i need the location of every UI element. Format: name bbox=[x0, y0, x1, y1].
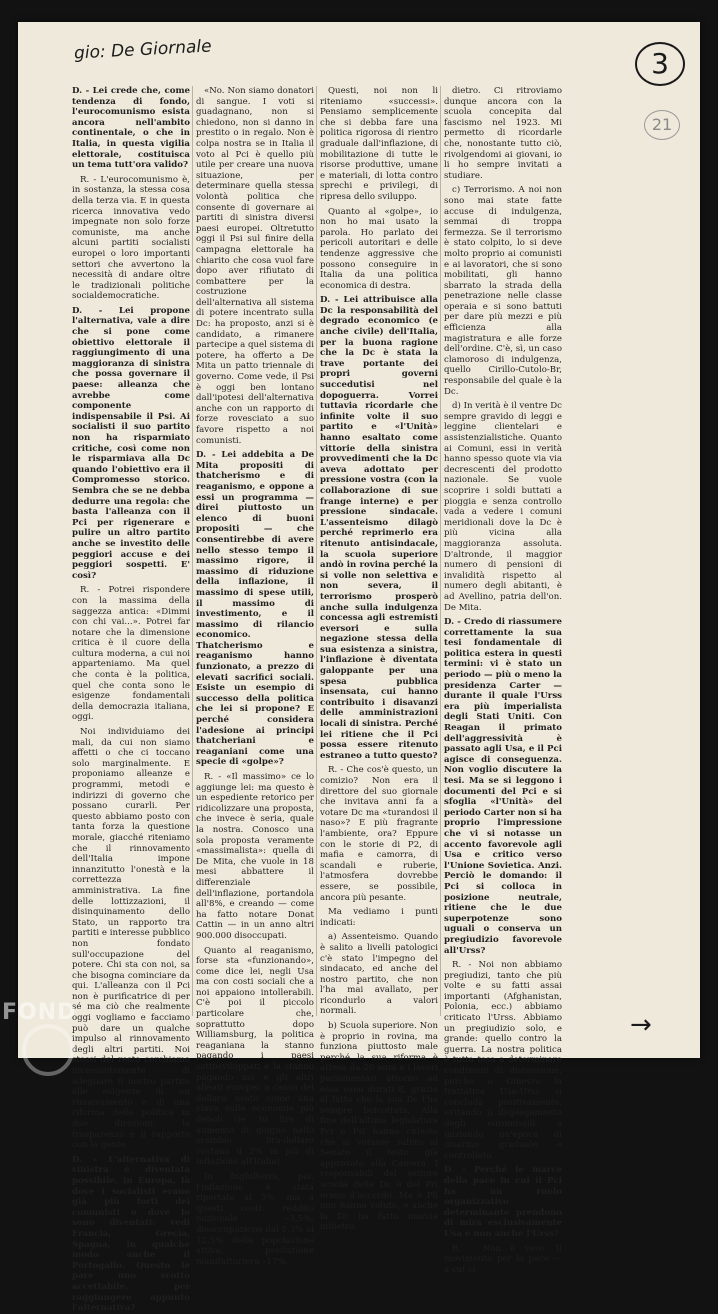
interview-answer: dietro. Ci ritroviamo dunque ancora con la scuola concepita dal fascismo nel 1923. Mi permetto di ricordarle che, nonostante tutto ciò, rivolgendomi ai giovani, io li ho sempre invitati a studiare. bbox=[444, 86, 562, 181]
interview-question: D. - Perché le marce della pace in cui il Pci ha un ruolo organizzativo determinante prendono di mira esclusivamente Usa e non anche l'Urss? bbox=[444, 1165, 562, 1239]
interview-answer: R. - Non è vero. Il movimento per la pace — a cui ci bbox=[444, 1243, 562, 1275]
interview-answer: Noi individuiamo dei mali, da cui non siamo affetti o che ci toccano solo marginalmente. E proponiamo alleanze e programmi, metodi e indirizzi di governo che possano curarli. Per questo abbiamo posto con tanta forza la questione morale, giacché riteniamo che il rinnovamento dell'Italia impone innanzitutto l'onestà e la correttezza amministrativa. La fine delle lottizzazioni, il disinquinamento dello Stato, un rapporto tra partiti e interesse pubblico non fondato sull'occupazione del potere. Chi sta con noi, sa che bisogna cominciare da qui. L'alleanza con il Pci non è purificatrice di per sé ma ciò che realmente oggi vogliamo e facciamo può dare un qualche impulso al rinnovamento degli altri partiti. Noi stessi del resto cerchiamo incessantemente di adeguare il nostro partito alle esigenze di un rinnovamento e di una riforma della politica in due direzioni: la trasparenza e il rapporto con la gente. bbox=[72, 727, 190, 1151]
interview-answer: Ma vediamo i punti indicati: bbox=[320, 907, 438, 928]
archive-watermark bbox=[2, 1000, 76, 1025]
column-separator bbox=[440, 86, 441, 1016]
interview-answer: Quanto al «golpe», io non ho mai usato la parola. Ho parlato dei pericoli autoritari e delle tendenze aggressive che possono conseguire in Italia da una politica economica di destra. bbox=[320, 206, 438, 291]
interview-answer: R. - Noi non abbiamo pregiudizi, tanto che più volte e su fatti assai importanti (Afghanistan, Polonia, ecc.) abbiamo criticato l'Urss. Abbiamo un pregiudizio solo, e grande: quello contro la guerra. La nostra politica è tutta tesa a determinare condizioni di distensione, perché a Ginevra la trattativa Usa-Urss si concluda positivamente, evitando il dispiegamento degli euromissili e iniziando un'epoca di disarmo graduale e controllato. bbox=[444, 960, 562, 1161]
interview-answer: a) Assenteismo. Quando è salito a livelli patologici c'è stato l'impegno del sindacato, ed anche del nostro partito, che non l'ha mai avallato, per ricondurlo a valori normali. bbox=[320, 932, 438, 1017]
archive-page-number: 21 bbox=[644, 110, 680, 140]
interview-answer: R. - Potrei rispondere con la massima della saggezza antica: «Dimmi con chi vai...». Potrei far notare che la dimensione critica è il cuore della cultura moderna, a cui noi apparteniamo. Ma quel che conta è la politica, quel che conta sono le esigenze fondamentali della democrazia italiana, oggi. bbox=[72, 585, 190, 723]
interview-answer: c) Terrorismo. A noi non sono mai state fatte accuse di indulgenza, semmai di troppa fermezza. Se il terrorismo è stato colpito, lo si deve molto proprio ai comunisti e ai lavoratori, che si sono mobilitati, gli hanno sbarrato la strada della penetrazione nelle classe operaia e si sono battuti per dare più mezzi e più efficienza alla magistratura e alle forze dell'ordine. C'è, sì, un caso clamoroso di indulgenza, quello Cirillo-Cutolo-Br, responsabile del quale è la Dc. bbox=[444, 185, 562, 397]
interview-answer: Questi, noi non li riteniamo «successi». Pensiamo semplicemente che si debba fare una politica rigorosa di rientro graduale dall'inflazione, di mobilitazione di tutte le risorse produttive, umane e materiali, di lotta contro sprechi e privilegi, di ripresa dello sviluppo. bbox=[320, 86, 438, 202]
interview-answer: In Inghilterra, poi, l'inflazione è stata riportata al 5%, ma a questi costi: reddito nazionale –3,5%, disoccupazione dal 5,3% al 12,5% della popolazione attiva, produzione manifatturiera –17%. bbox=[196, 1171, 314, 1267]
interview-answer: «No. Non siamo donatori di sangue. I voti si guadagnano, non si chiedono, non si danno in prestito o in regalo. Non è colpa nostra se in Italia il voto al Pci è quello più utile per creare una nuova situazione, per determinare quella stessa volontà politica che consente di governare ai partiti di sinistra diversi paesi europei. Oltretutto oggi il Psi sul finire della campagna elettorale ha chiarito che cosa vuol fare dopo aver rifiutato di combattere per la costruzione dell'alternativa all sistema di potere incentrato sulla Dc: ha proposto, anzi si è candidato, a rimanere partecipe a quel sistema di potere, ha offerto a De Mita un patto triennale di governo. Come vede, il Psi è oggi ben lontano dall'ipotesi dell'alternativa anche con un rapporto di forze rovesciato a suo favore rispetto a noi comunisti. bbox=[196, 86, 314, 446]
interview-answer: b) Scuola superiore. Non è proprio in rovina, ma funziona piuttosto male perché la sua riforma è attesa da 20 anni e i lavori parlamentari attorno ad essa sono durati 8, grazie al fatto che la sua Dc l'ha sempre boicottata. Alla fine dell'ultima legislatura Pci e Psi hanno chiesto che si votasse subito al Senato il testo già approvato alla Camera. I responsabili del settore scuola della Dc e del Pri erano d'accordo. Ma è Pli non hanno voluto, e anche la Dc ha fatto marcia indietro. bbox=[320, 1021, 438, 1233]
handwritten-title: gio: De Giornale bbox=[73, 36, 213, 64]
interview-answer: R. - Che cos'è questo, un comizio? Non era il direttore del suo giornale che invitava anni fa a votare Dc ma «turandosi il naso»? E più fragrante l'ambiente, ora? Eppure con le storie di P2, di mafia e camorra, di scandali e ruberie, l'atmosfera dovrebbe essere, se possibile, ancora più pesante. bbox=[320, 765, 438, 903]
interview-question: D. - Lei crede che, come tendenza di fondo, l'eurocomunismo esista ancora nell'ambito continentale, o che in Italia, in questa vigilia elettorale, costituisca un tema tutt'ora valido? bbox=[72, 86, 190, 171]
interview-answer: R. - «Il massimo» ce lo aggiunge lei: ma questo è un espediente retorico per ridicolizzare una proposta, che invece è seria, quale la nostra. Conosco una sola proposta veramente «massimalista»: quella di De Mita, che vuole in 18 mesi abbattere il differenziale dell'inflazione, portandola all'8%, e creando — come ha fatto notare Donat Cattin — in un anno altri 900.000 disoccupati. bbox=[196, 772, 314, 941]
interview-question: D. - Credo di riassumere correttamente la sua tesi fondamentale di politica estera in questi termini: vi è stato un periodo — più o meno la presidenza Carter — durante il quale l'Urss era più imperialista degli Stati Uniti. Con Reagan il primato dell'aggressività è passato agli Usa, e il Pci agisce di conseguenza. Non voglio discutere la tesi. Ma se si leggono i documenti del Pci e si sfoglia «l'Unità» del periodo Carter non si ha proprio l'impressione che vi si notasse un accento favorevole agli Usa e critico verso l'Unione Sovietica. Anzi. Perciò le domando: il Pci si colloca in posizione neutrale, ritiene che le due superpotenze sono uguali o conserva un pregiudizio favorevole all'Urss? bbox=[444, 617, 562, 956]
page-number-circle: 3 bbox=[635, 42, 685, 86]
interview-question: D. - L'alternativa di sinistra è diventata possibile, in Europa, là dove i socialisti erano già più forti dei comunisti o dove lo sono diventati: vedi Francia, Grecia, Spagna, in qualche modo anche il Portogallo. Questo le pare uno scotto accettabile, per raggiungere appunto l'alternativa? bbox=[72, 1154, 190, 1314]
interview-answer: R. - L'eurocomunismo è, in sostanza, la stessa cosa della terza via. E in questa ricerca innovativa vedo impegnate non solo forze comuniste, ma anche alcuni partiti socialisti europei o loro importanti settori che avvertono la necessità di andare oltre le tradizionali politiche socialdemocratiche. bbox=[72, 174, 190, 302]
article-column-4 bbox=[444, 86, 562, 1275]
article-column-2 bbox=[196, 86, 314, 1267]
interview-question: D. - Lei attribuisce alla Dc la responsabilità del degrado economico (e anche civile) dell'Italia, per la buona ragione che la Dc è stata la trave portante dei propri governi succedutisi nel dopoguerra. Vorrei tuttavia ricordarle che infinite volte il suo partito e «l'Unità» hanno esaltato come vittorie della sinistra provvedimenti che la Dc aveva adottato per pressione vostra (con la collaborazione di sue frange interne) e per pressione sindacale. L'assenteismo dilagò perché reprimerlo era ritenuto antisindacale, la scuola superiore andò in rovina perché la si volle non selettiva e non severa, il terrorismo prosperò anche sulla indulgenza concessa agli estremisti eversori e sulla negazione stessa della sua esistenza a sinistra, l'inflazione è diventata galoppante per una spesa pubblica insensata, cui hanno contribuito i disavanzi delle amministrazioni locali di sinistra. Perché lei ritiene che il Pci possa essere ritenuto estraneo a tutto questo? bbox=[320, 295, 438, 761]
article-column-3 bbox=[320, 86, 438, 1233]
watermark-text: FOND bbox=[2, 1000, 77, 1025]
newspaper-clipping bbox=[18, 22, 700, 1314]
continuation-arrow-icon: → bbox=[630, 1010, 652, 1040]
watermark-logo-icon bbox=[22, 1024, 74, 1076]
interview-answer: d) In verità è il ventre Dc sempre gravido di leggi e leggine clientelari e assistenzialistiche. Quanto ai Comuni, essi in verità hanno spesso quote via via decrescenti del prodotto nazionale. Se vuole scoprire i soldi buttati a pioggia e senza controllo vada a vedere i comuni meridionali dove la Dc è più vicina alla maggioranza assoluta. D'altronde, il maggior numero di pensioni di invalidità rispetto al numero degli abitanti, è ad Avellino, patria dell'on. De Mita. bbox=[444, 401, 562, 613]
interview-question: D. - Lei addebita a De Mita propositi di thatcherismo e di reaganismo, e oppone a essi un programma — direi piuttosto un elenco di buoni propositi — che consentirebbe di avere nello stesso tempo il massimo rigore, il massimo di riduzione della inflazione, il massimo di spese utili, il massimo di investimento, e il massimo di rilancio economico. Thatcherismo e reaganismo hanno funzionato, a prezzo di elevati sacrifici sociali. Esiste un esempio di successo della politica che lei si propone? E perché considera l'adesione ai principi thatcheriani e reaganiani come una specie di «golpe»? bbox=[196, 450, 314, 768]
interview-question: D. - Lei propone l'alternativa, vale a dire che si pone come obiettivo elettorale il raggiungimento di una maggioranza di sinistra che possa governare il paese: alleanza che avrebbe come componente indispensabile il Psi. Ai socialisti il suo partito non ha risparmiato critiche, così come non le risparmiava alla Dc quando l'obiettivo era il Compromesso storico. Sembra che se ne debba dedurre una regola: che basta l'alleanza con il Pci per rigenerare e pulire un altro partito anche se investito delle peggiori accuse e dei peggiori sospetti. E' così? bbox=[72, 305, 190, 581]
column-separator bbox=[192, 86, 193, 1016]
article-column-1 bbox=[72, 86, 190, 1314]
column-separator bbox=[316, 86, 317, 1016]
interview-answer: Quanto al reaganismo, forse sta «funzionando», come dice lei, negli Usa ma con costi sociali che a noi appaiono intollerabili. C'è poi il piccolo particolare che, soprattutto dopo Williamsburg, la politica reaganiana la stanno pagando i paesi sottosviluppati e la stanno pagando noi e gli altri alleati europei, a causa del dollaro usato come una clava sulle economie più deboli (le 30 lire di aumento di giugno nello scambio lira-dollaro costano il 2% in più di inflazione all'Italia). bbox=[196, 945, 314, 1168]
